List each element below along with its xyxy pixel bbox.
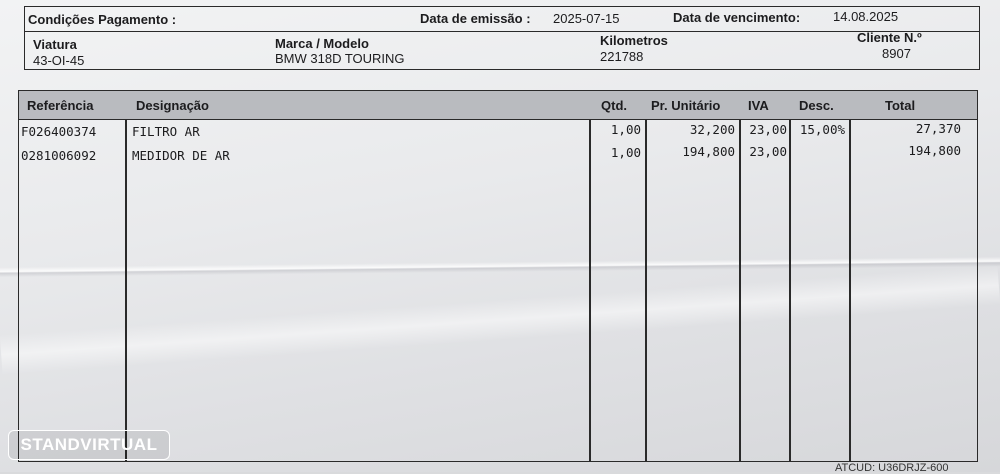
col-header-unit-price: Pr. Unitário [651,98,721,113]
column-divider [739,119,741,461]
cell-qty: 1,00 [610,122,641,137]
standvirtual-watermark: STANDVIRTUAL [8,430,170,460]
col-header-reference: Referência [27,98,94,113]
cell-total: 194,800 [908,143,961,158]
cell-reference: 0281006092 [21,148,97,163]
viatura-label: Viatura [33,37,77,52]
cell-unit-price: 32,200 [689,122,735,137]
client-label: Cliente N.º [857,30,922,45]
col-header-iva: IVA [748,98,769,113]
column-divider [849,119,851,461]
col-header-discount: Desc. [799,98,834,113]
atcud-code: ATCUD: U36DRJZ-600 [835,462,949,474]
brand-model-label: Marca / Modelo [275,36,369,51]
cell-designation: FILTRO AR [132,124,200,139]
col-header-qty: Qtd. [601,98,627,113]
issue-date-value: 2025-07-15 [553,11,620,26]
column-divider [589,119,591,461]
cell-discount: 15,00% [799,122,845,137]
cell-iva: 23,00 [749,122,787,137]
cell-unit-price: 194,800 [682,144,735,159]
cell-total: 27,370 [915,121,961,136]
brand-model-value: BMW 318D TOURING [275,51,405,66]
km-value: 221788 [600,49,644,64]
column-divider [645,119,647,461]
cell-reference: F026400374 [21,124,97,139]
col-header-designation: Designação [136,98,209,113]
column-divider [125,119,127,461]
table-header [19,91,977,120]
cell-qty: 1,00 [610,145,641,160]
col-header-total: Total [885,98,916,113]
cell-iva: 23,00 [749,144,787,159]
column-divider [789,119,791,461]
cell-designation: MEDIDOR DE AR [132,148,230,163]
viatura-value: 43-OI-45 [33,53,85,68]
items-table [18,90,978,462]
issue-date-label: Data de emissão : [420,11,531,26]
client-value: 8907 [882,46,911,61]
due-date-label: Data de vencimento: [673,10,801,25]
payment-conditions-label: Condições Pagamento : [28,12,177,27]
km-label: Kilometros [600,33,668,48]
due-date-value: 14.08.2025 [833,9,899,24]
vehicle-box [24,32,980,70]
